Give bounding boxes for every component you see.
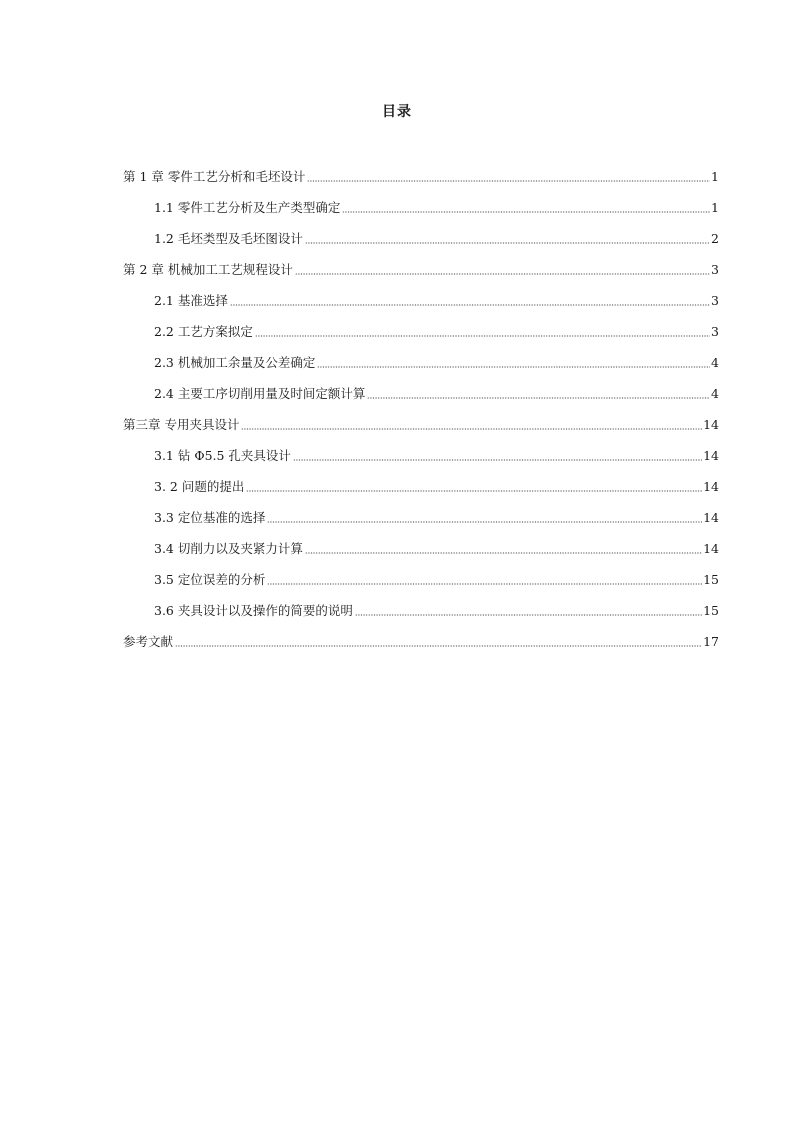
toc-entry[interactable] [123,223,719,254]
toc-entry-page: 1 [711,168,719,184]
toc-entry-page: 15 [703,602,719,618]
toc-entry-page: 1 [711,199,719,215]
toc-dot-leader [305,541,702,557]
toc-entry[interactable] [123,192,719,223]
toc-entry-text: 1.1 零件工艺分析及生产类型确定 [154,199,341,215]
toc-dot-leader [293,448,702,464]
toc-dot-leader [255,324,710,340]
toc-entry[interactable] [123,626,719,657]
toc-entry[interactable] [123,161,719,192]
toc-dot-leader [230,293,710,309]
toc-dot-leader [175,634,702,650]
toc-dot-leader [317,355,710,371]
toc-entry-page: 4 [711,354,719,370]
toc-entry[interactable] [123,471,719,502]
toc-entry[interactable] [123,409,719,440]
toc-dot-leader [241,417,702,433]
toc-dot-leader [305,231,710,247]
toc-entry-text: 2.2 工艺方案拟定 [154,323,253,339]
toc-dot-leader [367,386,710,402]
toc-entry-text: 第三章 专用夹具设计 [123,416,240,432]
toc-dot-leader [342,200,710,216]
toc-entry-page: 4 [711,385,719,401]
toc-entry-text: 3.1 钻 Φ5.5 孔夹具设计 [154,447,291,463]
toc-dot-leader [355,603,702,619]
toc-entry-text: 1.2 毛坯类型及毛坯图设计 [154,230,303,246]
toc-entry-text: 3.3 定位基准的选择 [154,509,266,525]
toc-dot-leader [307,169,710,185]
toc-entry-page: 3 [711,323,719,339]
toc-dot-leader [295,262,710,278]
toc-entry-page: 15 [703,571,719,587]
toc-entry-page: 14 [703,509,719,525]
toc-list [123,161,719,657]
toc-dot-leader [267,572,702,588]
toc-entry-page: 3 [711,292,719,308]
toc-entry-text: 2.4 主要工序切削用量及时间定额计算 [154,385,366,401]
toc-entry-page: 3 [711,261,719,277]
toc-entry-text: 3. 2 问题的提出 [154,478,245,494]
toc-dot-leader [246,479,702,495]
toc-entry-text: 3.5 定位误差的分析 [154,571,266,587]
toc-entry[interactable] [123,533,719,564]
toc-entry[interactable] [123,347,719,378]
toc-title: 目录 [382,104,412,120]
toc-entry[interactable] [123,285,719,316]
toc-entry-text: 3.6 夹具设计以及操作的简要的说明 [154,602,353,618]
toc-entry-page: 14 [703,416,719,432]
toc-entry-page: 14 [703,540,719,556]
toc-dot-leader [267,510,702,526]
toc-entry-text: 第 2 章 机械加工工艺规程设计 [123,261,293,277]
toc-entry-text: 2.1 基准选择 [154,292,228,308]
toc-entry-page: 2 [711,230,719,246]
toc-entry-page: 17 [703,633,719,649]
toc-entry-text: 参考文献 [123,633,174,649]
toc-entry[interactable] [123,564,719,595]
toc-entry-page: 14 [703,447,719,463]
toc-entry-text: 第 1 章 零件工艺分析和毛坯设计 [123,168,306,184]
toc-entry[interactable] [123,595,719,626]
toc-entry[interactable] [123,254,719,285]
toc-entry-text: 3.4 切削力以及夹紧力计算 [154,540,303,556]
toc-entry[interactable] [123,316,719,347]
toc-entry[interactable] [123,378,719,409]
toc-entry[interactable] [123,440,719,471]
toc-entry-page: 14 [703,478,719,494]
toc-entry[interactable] [123,502,719,533]
toc-entry-text: 2.3 机械加工余量及公差确定 [154,354,316,370]
